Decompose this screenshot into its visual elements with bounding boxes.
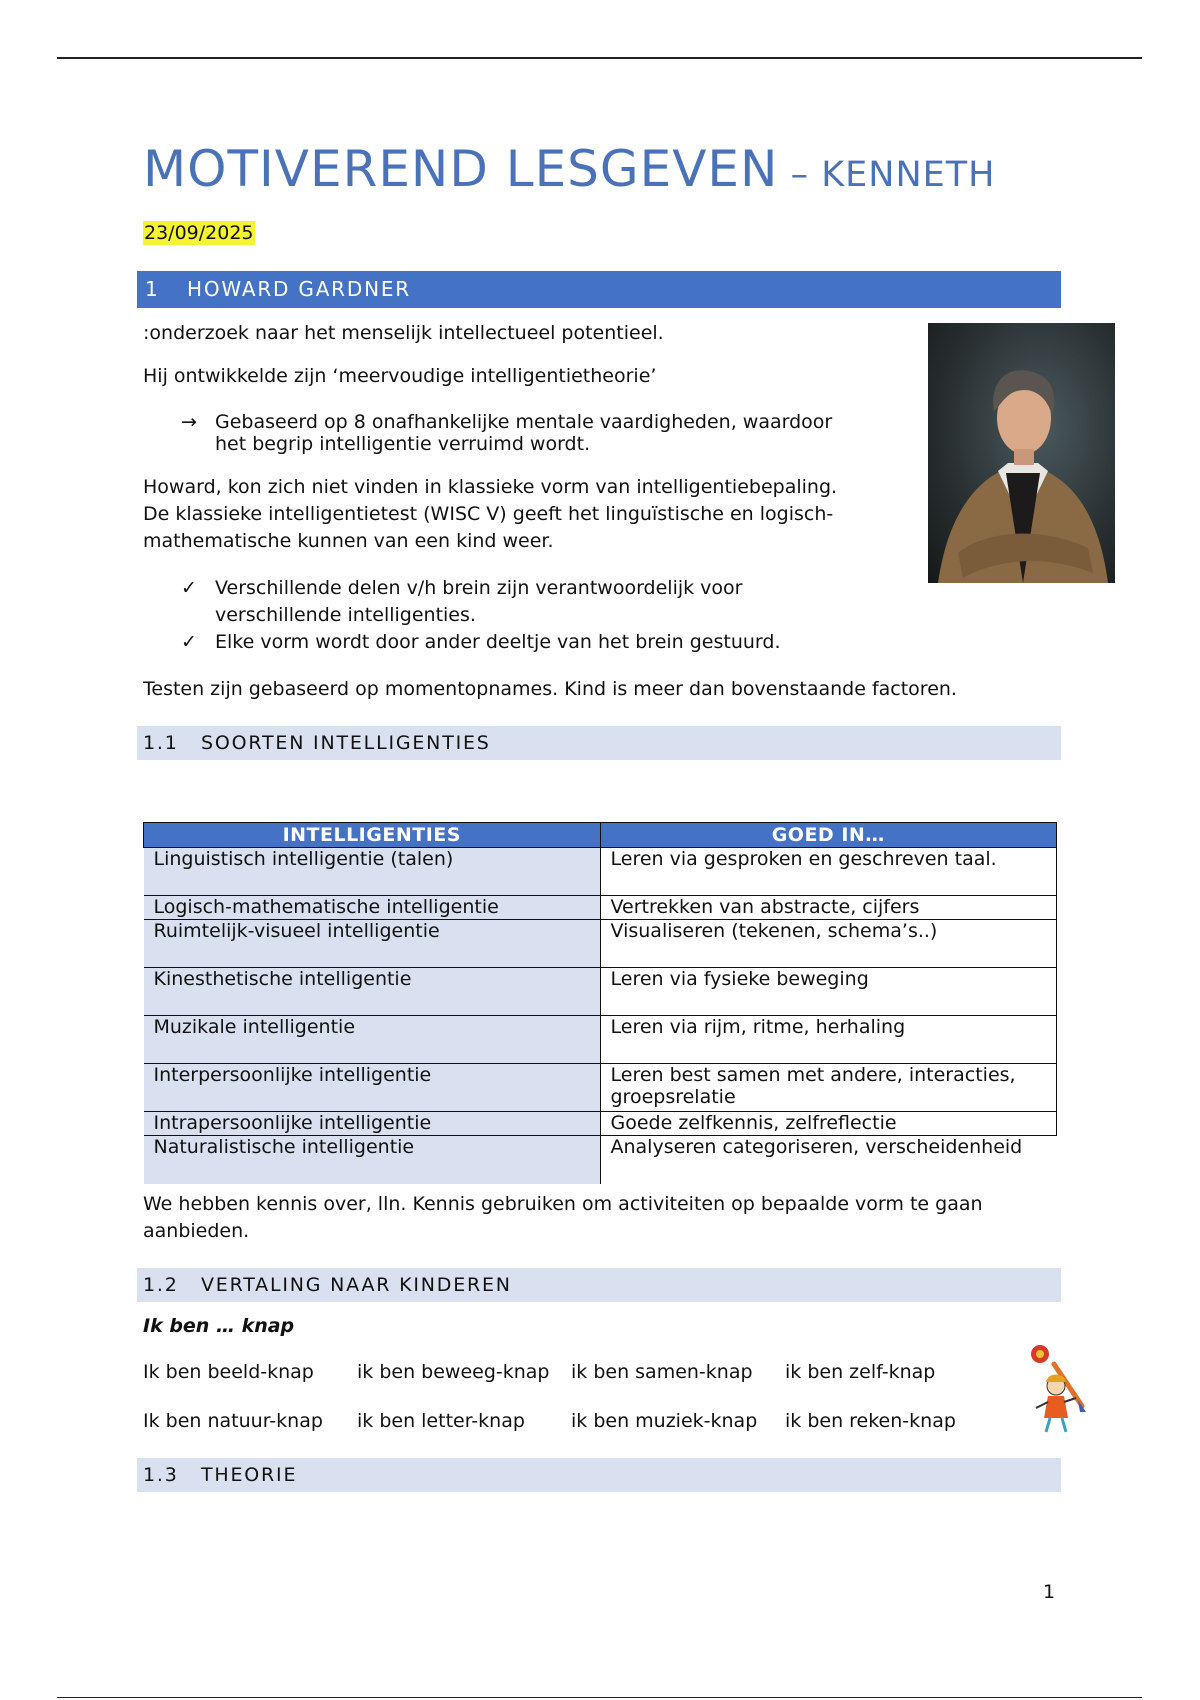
heading-text: THEORIE — [201, 1464, 298, 1486]
heading-text: VERTALING NAAR KINDEREN — [201, 1274, 512, 1296]
heading-text: HOWARD GARDNER — [187, 277, 411, 301]
portrait-illustration — [928, 323, 1115, 583]
table-cell: Goede zelfkennis, zelfreflectie — [600, 1112, 1057, 1136]
check-bullet-icon: ✓ — [181, 577, 197, 599]
title-main: MOTIVEREND LESGEVEN — [143, 140, 779, 198]
bottom-rule — [57, 1697, 1142, 1698]
check-item-line: Elke vorm wordt door ander deeltje van het brein gestuurd. — [215, 631, 781, 653]
table-cell: Muzikale intelligentie — [144, 1016, 601, 1064]
check-bullet-icon: ✓ — [181, 631, 197, 653]
document-title — [143, 140, 995, 198]
paragraph-line: aanbieden. — [143, 1220, 250, 1242]
intelligences-table — [143, 822, 1057, 1184]
knap-item: ik ben letter-knap — [357, 1410, 525, 1432]
paragraph: Testen zijn gebaseerd op momentopnames. Kind is meer dan bovenstaande factoren. — [143, 678, 957, 700]
table-cell: Leren via rijm, ritme, herhaling — [600, 1016, 1057, 1064]
child-drawing-icon — [1024, 1338, 1094, 1438]
check-item-line: verschillende intelligenties. — [215, 604, 476, 626]
page-number: 1 — [1043, 1581, 1056, 1603]
paragraph: :onderzoek naar het menselijk intellectueel potentieel. — [143, 322, 664, 344]
knap-subtitle: Ik ben … knap — [143, 1315, 295, 1337]
knap-item: Ik ben beeld-knap — [143, 1361, 314, 1383]
heading-number: 1 — [145, 277, 160, 301]
table-row — [144, 896, 1057, 920]
table-cell: Leren via gesproken en geschreven taal. — [600, 848, 1057, 896]
arrow-item-line: het begrip intelligentie verruimd wordt. — [215, 433, 591, 455]
table-row — [144, 920, 1057, 968]
table-cell: Logisch-mathematische intelligentie — [144, 896, 601, 920]
heading-text: SOORTEN INTELLIGENTIES — [201, 732, 491, 754]
table-row — [144, 1064, 1057, 1112]
table-cell: Linguistisch intelligentie (talen) — [144, 848, 601, 896]
knap-item: ik ben zelf-knap — [785, 1361, 936, 1383]
table-cell: Kinesthetische intelligentie — [144, 968, 601, 1016]
paragraph-line: Howard, kon zich niet vinden in klassieke vorm van intelligentiebepaling. — [143, 476, 838, 498]
paragraph-line: De klassieke intelligentietest (WISC V) geeft het linguïstische en logisch- — [143, 503, 834, 525]
table-cell: Intrapersoonlijke intelligentie — [144, 1112, 601, 1136]
table-header-cell: GOED IN… — [600, 823, 1057, 848]
knap-item: ik ben beweeg-knap — [357, 1361, 550, 1383]
table-row — [144, 1136, 1057, 1184]
table-cell: Ruimtelijk-visueel intelligentie — [144, 920, 601, 968]
heading-number: 1.3 — [143, 1464, 179, 1486]
document-date: 23/09/2025 — [144, 222, 254, 244]
table-row — [144, 968, 1057, 1016]
heading-theorie — [137, 1458, 1061, 1492]
table-cell: Naturalistische intelligentie — [144, 1136, 601, 1184]
heading-number: 1.2 — [143, 1274, 179, 1296]
table-cell: Visualiseren (tekenen, schema’s..) — [600, 920, 1057, 968]
arrow-item-line: Gebaseerd op 8 onafhankelijke mentale vaardigheden, waardoor — [215, 411, 833, 433]
heading-soorten-intelligenties — [137, 726, 1061, 760]
paragraph-line: We hebben kennis over, lln. Kennis gebruiken om activiteiten op bepaalde vorm te gaan — [143, 1193, 983, 1215]
table-cell: Analyseren categoriseren, verscheidenheid — [600, 1136, 1057, 1184]
table-row — [144, 1016, 1057, 1064]
heading-howard-gardner — [137, 271, 1061, 308]
table-header-cell: INTELLIGENTIES — [144, 823, 601, 848]
table-cell: Vertrekken van abstracte, cijfers — [600, 896, 1057, 920]
table-header-row — [144, 823, 1057, 848]
paragraph-line: mathematische kunnen van een kind weer. — [143, 530, 554, 552]
knap-item: ik ben reken-knap — [785, 1410, 956, 1432]
knap-item: ik ben muziek-knap — [571, 1410, 758, 1432]
arrow-bullet-icon: → — [181, 411, 197, 433]
table-row — [144, 1112, 1057, 1136]
table-cell: Interpersoonlijke intelligentie — [144, 1064, 601, 1112]
check-item-line: Verschillende delen v/h brein zijn verantwoordelijk voor — [215, 577, 743, 599]
table-cell: Leren via fysieke beweging — [600, 968, 1057, 1016]
portrait-photo — [928, 323, 1115, 583]
paragraph: Hij ontwikkelde zijn ‘meervoudige intelligentietheorie’ — [143, 365, 657, 387]
table-row — [144, 848, 1057, 896]
knap-item: Ik ben natuur-knap — [143, 1410, 323, 1432]
top-rule — [57, 57, 1142, 59]
heading-number: 1.1 — [143, 732, 179, 754]
title-separator: – — [778, 155, 822, 195]
heading-vertaling-naar-kinderen — [137, 1268, 1061, 1302]
title-sub: KENNETH — [821, 155, 996, 195]
knap-item: ik ben samen-knap — [571, 1361, 753, 1383]
table-cell: Leren best samen met andere, interacties, groepsrelatie — [600, 1064, 1057, 1112]
